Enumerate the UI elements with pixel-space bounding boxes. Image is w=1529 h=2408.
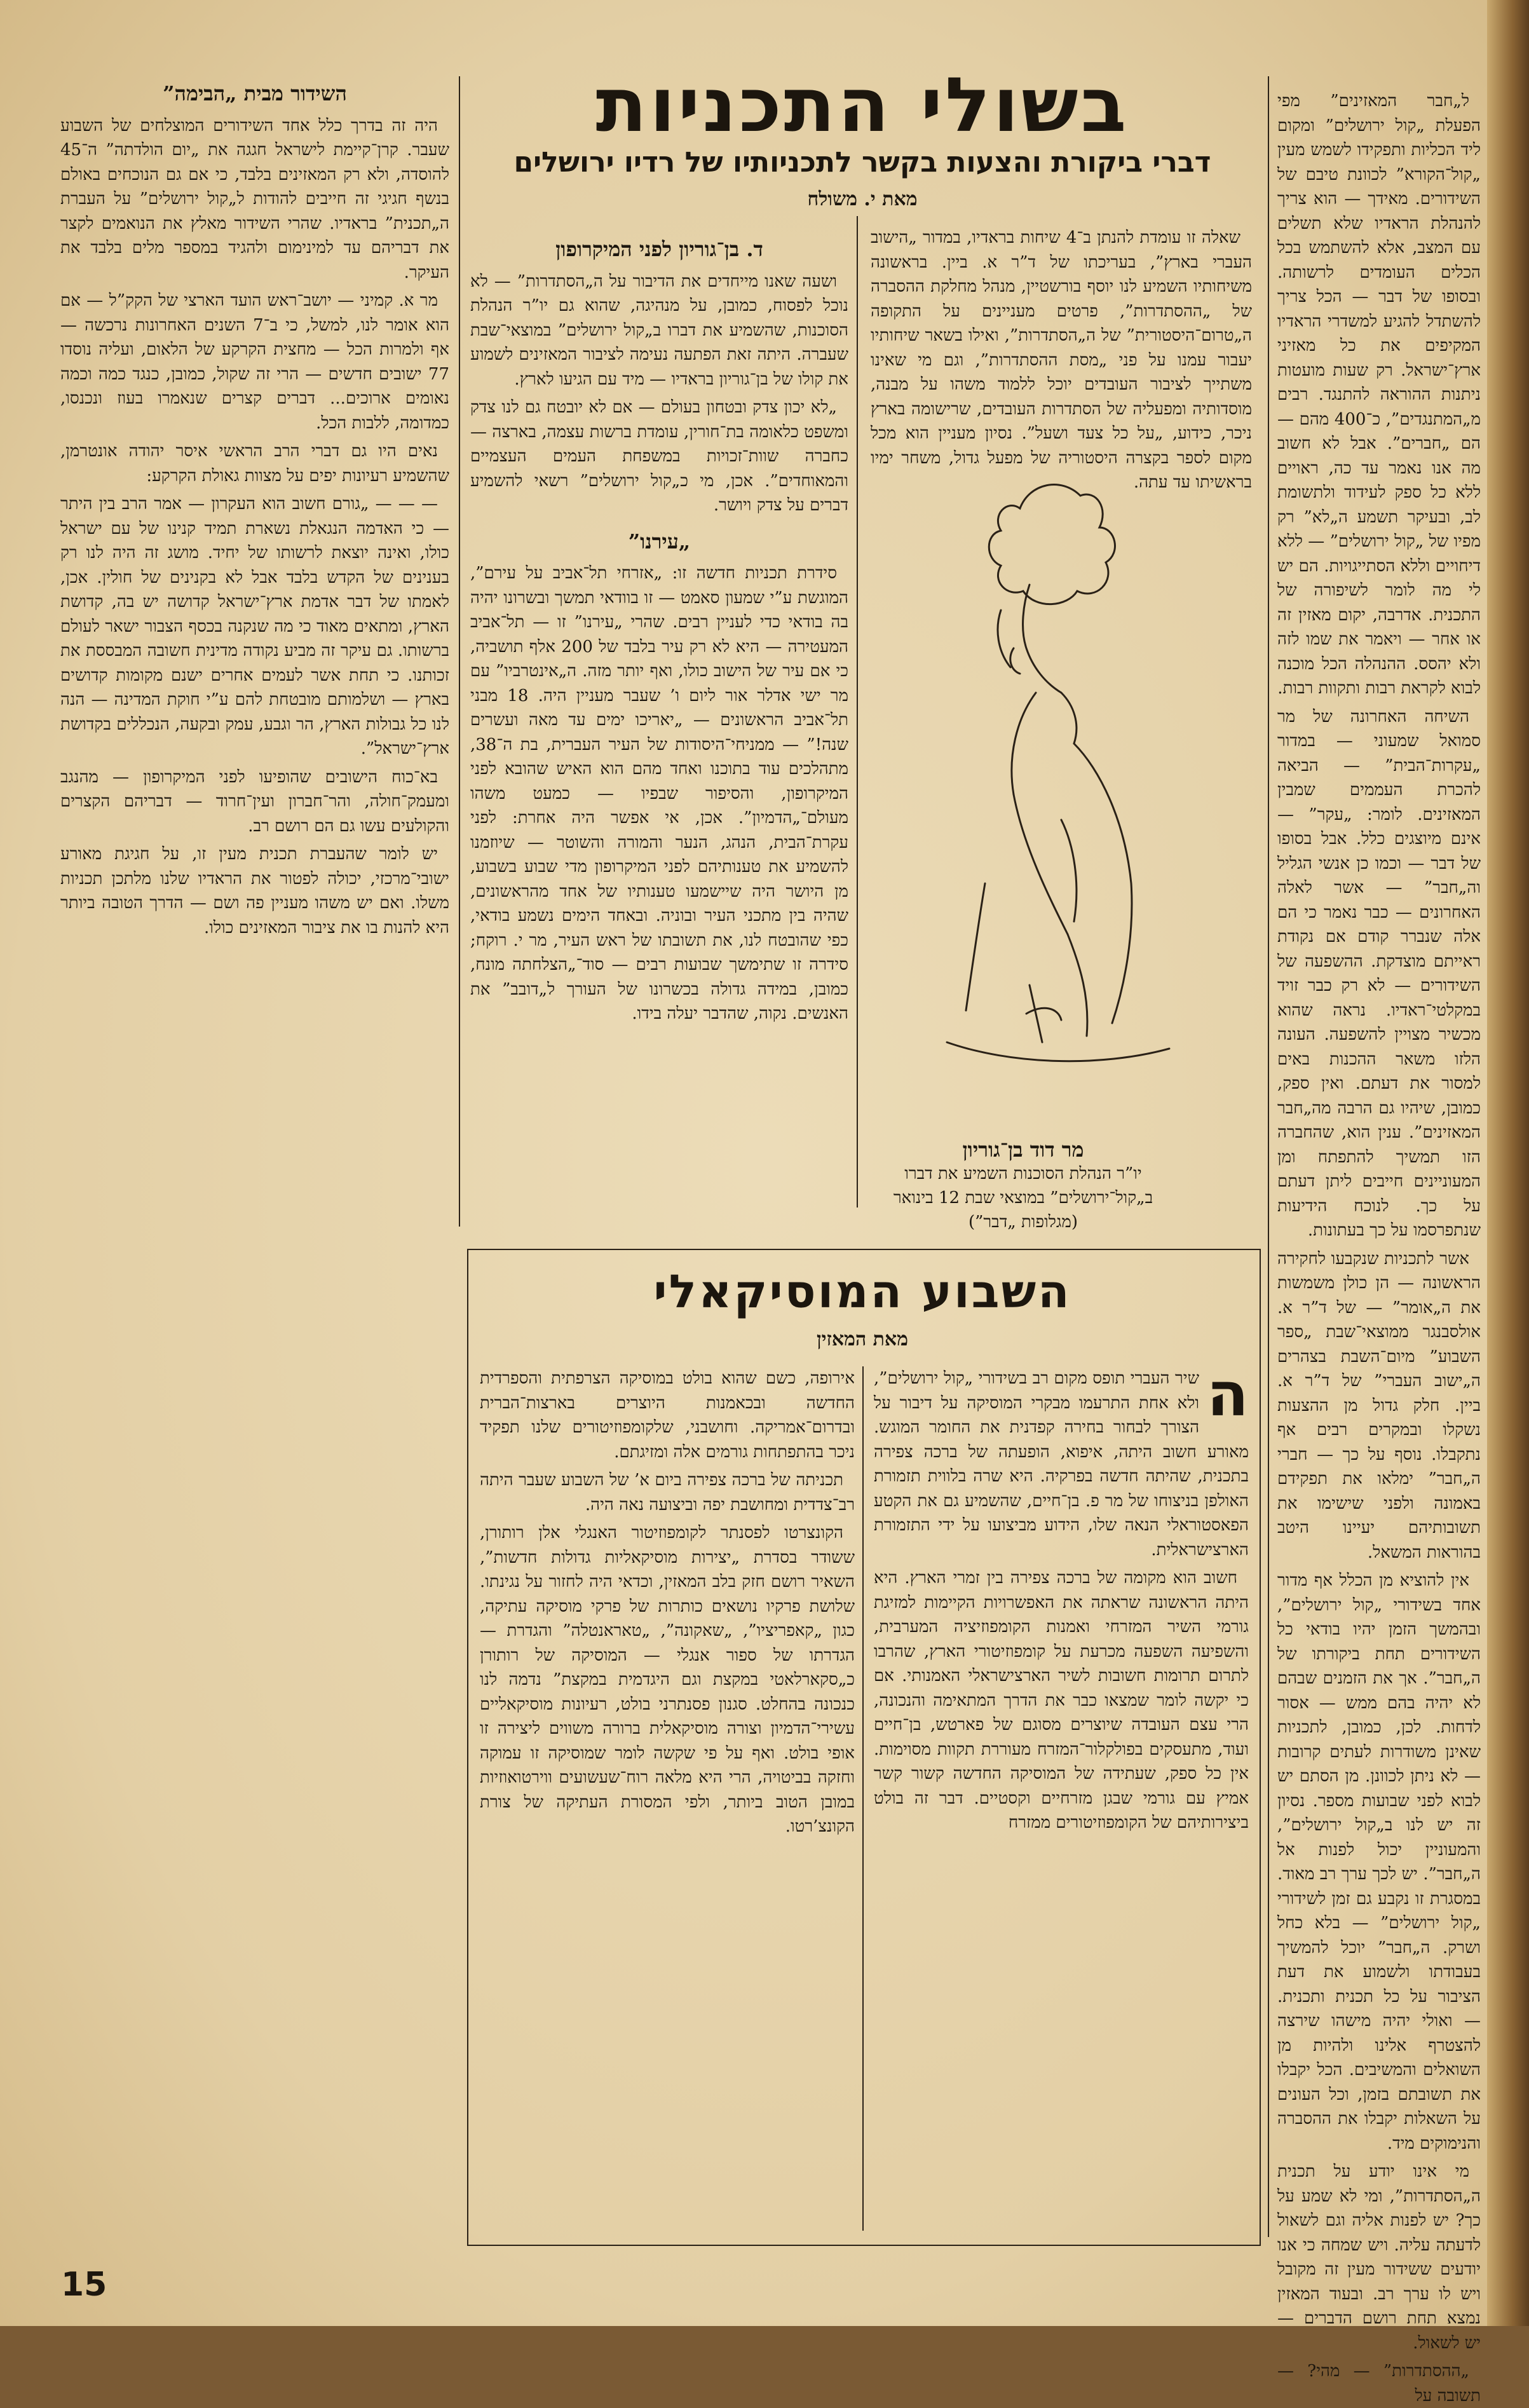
music-paragraph: תכניתה של ברכה צפירה ביום א’ של השבוע שעבר היתה רב־צדדית ומחושבת יפה וביצועה נאה היה.: [480, 1471, 855, 1514]
article-paragraph: נאים היו גם דברי הרב הראשי איסר יהודה אונטרמן, שהשמיע רעיונות יפים על מצוות גאולת הקרקע:: [60, 442, 449, 486]
caption-name: מר דוד בן־גוריון: [962, 1138, 1084, 1162]
article-subtitle: דברי ביקורת והצעות בקשר לתכניותיו של רדיו ירושלים: [513, 146, 1211, 179]
article-paragraph: בא־כוח הישובים שהופיעו לפני המיקרופון — מהנגב ומעמק־חולה, והר־חברון ועין־חרוד — דבריהם הקצרים והקולעים עשו גם הם רושם רב.: [60, 767, 449, 836]
section-heading: ד. בן־גוריון לפני המיקרופון: [555, 237, 763, 261]
article-title: בשולי התכניות: [595, 61, 1129, 149]
column-divider: [862, 1366, 864, 2231]
article-paragraph: יש לומר שהעברת תכנית מעין זו, על חגיגת מאורע ישובי־מרכזי, יכולה לפטור את הראדיו שלנו מלתכן תכניות משלו. ואם יש משהו מעניין פה ושם — הדרך הטובה ביותר היא להנות בו את ציבור המאזינים כולו.: [60, 845, 449, 937]
article-column: [470, 226, 848, 1204]
article-paragraph: „לא יכון צדק ובטחון בעולם — אם לא יובטח גם לנו צדק ומשפט כלאומה בת־חורין, עומדת ברשות עצמה, בארצה — כחברה שוות־זכויות במשפחת העמים העצמיים והמאוחדים”. אכן, מי כ„קול ירושלים” רשאי להשמיע דברים על צדק ויושר.: [470, 398, 848, 515]
portrait-caption: [874, 1138, 1172, 1234]
music-column-right: [874, 1359, 1249, 2231]
article-paragraph: סידרת תכניות חדשה זו: „אזרחי תל־אביב על עירם”, המוגשת ע”י שמעון סאמט — זו בוודאי תמשך ובשרונו יהיה בה בודאי כדי לעניין רבים. שהרי „עירנו” זו — תל־אביב המעטירה — היא לא רק עיר בלבד של 200 אלף תושביה, כי אם עיר של הישוב כולו, ואף יותר מזה. ה„אינטרביו” עם מר ישי אדלר אור ליום ו’ שעבר מעניין היה. 18 מבני תל־אביב הראשונים — „יאריכו ימים עד מאה ועשרים שנה!” — ממניחי־היסודות של העיר העברית, בת ה־38, מתהלכים עוד בתוכנו ואחד מהם הוא האיש שהובא לפני המיקרופון, והסיפור שבפיו — כמעט משהו מעולם־„הדמיון”. אכן, אי אפשר היה אחרת: לפני עקרת־הבית, הנהג, הנער והמורה והשוטר — שיוזמנו להשמיע את טענותיהם לפני המיקרופון מדי שבוע בשבוע, מן היושר היה שיישמעו טענותיו של אחד מהראשונים, שהיה בין מתכני העיר ובוניה. ובאחד הימים נשמע בודאי, כפי שהובטח לנו, את תשובתו של ראש העיר, מר י. רוקח; סידרה זו שתימשך שבועות רבים — סוד־„הצלחתה מונח, כמובן, במידה גדולה בכשרונו של העורך ל„דובב” את האנשים. נקוה, שהדבר יעלה בידו.: [470, 564, 848, 1023]
right-paragraph: אין להוציא מן הכלל אף מדור אחד בשידורי „קול ירושלים”, ובהמשך הזמן יהיו בודאי כל השידורים תחת ביקורתו של ה„חבר”. אך את הזמנים שבהם לא יהיה בהם ממש — אסור לדחות. לכן, כמובן, לתכניות שאינן משודרות לעתים קרובות — לא ניתן לכוונן. מן הסתם יש לבוא לפני שבועות מספר. נסיון זה יש לנו ב„קול ירושלים”, והמעוניין יכול לפנות אל ה„חבר”. יש לכך ערך רב מאוד. במסגרת זו נקבע גם זמן לשידורי „קול ירושלים” — בלא כחל ושרק. ה„חבר” יוכל להמשיך בעבודתו ולשמוע את דעת הציבור על כל תכנית ותכנית. — ואולי יהיה מישהו שירצה להצטרף אלינו ולהיות מן השואלים והמשיבים. הכל יקבלו את תשובתם בזמן, וכל העונים על השאלות יקבלו את ההסברה והנימוקים מיד.: [1277, 1571, 1481, 2153]
article-paragraph: היה זה בדרך כלל אחד השידורים המוצלחים של השבוע שעבר. קרן־קיימת לישראל חגגה את „יום הולדתה” ה־45 להוסדה, ולא רק המאזינים בלבד, כי אם גם הנוכחים באולם בנשף חגיגי זה חייבים להודות ל„קול ירושלים” על העברת ה„תכנית” בראדיו. שהרי השידור מאלץ את הנואמים לקצר את דבריהם עד למינימום ולהגיד במספר מלים בלבד את העיקר.: [60, 116, 449, 282]
section-heading: „עירנו”: [628, 529, 691, 554]
section-heading: השידור מבית „הבימה”: [163, 81, 347, 105]
article-paragraph: ושעה שאנו מייחדים את הדיבור על ה„הסתדרות” — לא נוכל לפסוח, כמובן, על מנהיגה, שהוא גם יו”ר הנהלת הסוכנות, שהשמיע את דברו ב„קול ירושלים” במוצאי־שבת שעברה. היתה זאת הפתעה נעימה לציבור המאזינים לשמוע את קולו של בן־גוריון בראדיו — מיד עם הגיעו לארץ.: [470, 271, 848, 389]
article-paragraph: שאלה זו עומדת להנתן ב־4 שיחות בראדיו, במדור „הישוב העברי בארץ”, בעריכתו של ד”ר א. ביין. בראשונה משיחותיו השמיע לנו יוסף בורשטיין, מנהל מחלקת ההסברה של „ההסתדרות”, פרטים מעניינים על התקופה ה„טרום־היסטורית” של ה„הסתדרות”, ואילו בשאר שיחותיו יעבור עמנו על פני „מסת ההסתדרות”, וגם מי שאינו משתייך לציבור העובדים יוכל ללמוד משהו על מבנה, מוסדותיה ומפעליה של הסתדרות העובדים, שרישומה בארץ ניכר, כידוע, „על כל צעד ושעל”. נסיון מעניין הוא מכל מקום לספר בקצרה היסטוריה של מפעל גדול, משחר ימיו בראשיתו עד עתה.: [871, 228, 1252, 492]
right-paragraph: השיחה האחרונה של מר סמואל שמעוני — במדור „עקרות־הבית” — הביאה להכרת העממים שמבין המאזינים. לומר: „עקר” — אינם מיוצגים כלל. אבל בסופו של דבר — וכמו כן אנשי הגליל וה„חבר” — אשר לאלה האחרונים — כבר נאמר כי הם אלה שנברר קודם אם נקודת ראייתם מוצדקת. ההשפעה של השידורים — לא רק כבר זויד במקלטי־ראדיו. נראה שהוא מכשיר מצויין להשפעה. העונה הלזו משאר ההכנות באים למסור את דעתם. ואין ספק, כמובן, שיהיו גם הרבה מה„חבר המאזינים”. ענין הוא, שהחברה הזו תמשיך להתפתח ומן המעוניינים חייבים ליתן דעתם על כך. לנוכח הידיעות שנתפרסמו על כך בעתונות.: [1277, 707, 1481, 1240]
column-divider: [459, 76, 460, 1227]
article-byline: מאת י. משולח: [807, 188, 918, 210]
right-paragraph: מי אינו יודע על תכנית ה„הסתדרות”, ומי לא שמע על כך? יש לפנות אליה וגם לשאול לדעתה עליה. ויש שמחה כי אנו יודעים ששידור מעין זה מקובל ויש לו ערך רב. ובעוד המאזין נמצא תחת רושם הדברים — יש לשאול.: [1277, 2162, 1481, 2353]
article-column: [871, 226, 1252, 492]
right-paragraph: ל„חבר המאזינים” מפי הפעלת „קול ירושלים” ומקום ליד הכליות ותפקידו לשמש מעין „קול־הקורא” לכוונת טיבם של השידורים. מאידך — הוא צריך להנהלת הראדיו שלא תשלים עם המצב, אלא להשתמש בכל הכלים העומדים לרשותה. ובסופו של דבר — הכל צריך להשתדל להגיע למשדרי הראדיו המקיפים את כל מאזיני ארץ־ישראל. רק שעות מועטות ניתנות ההוראה להתנגד. רבים מ„המתנגדים”, כ־400 מהם — הם „חברים”. אבל לא חשוב מה אנו נאמר עד כה, ראויים ללא כל ספק לעידוד ולתשומת לב, ובעיקר תשמע ה„לא” רק מפיו של „קול ירושלים” — ללא דיחויים וללא הסתייגויות. הם יש לי מה לומר לשיפורה של התכנית. אדרבה, יקום מאזין זה או אחר — ויאמר את שמו לזה ולא יהסס. ההנהלה הכל מוכנה לבוא לקראת רבות ותקוות רבות.: [1277, 92, 1481, 698]
music-article-title: השבוע המוסיקאלי: [653, 1265, 1071, 1318]
column-divider: [1268, 76, 1269, 2237]
book-binding: [1487, 0, 1529, 2326]
article-column: [60, 70, 449, 2231]
ben-gurion-portrait: [871, 439, 1252, 1131]
caption-credit: (מגלופות „דבר”): [968, 1213, 1078, 1232]
music-column-left: [480, 1366, 855, 2231]
music-paragraph-text: שיר העברי תופס מקום רב בשידורי „קול ירושלים”, ולא אחת התרעמו מבקרי המוסיקה על דיבור על הצורך לבחור בחירה קפדנית את החומר המוגש. מאורע חשוב היתה, איפוא, הופעתה של ברכה צפירה בתכנית, שהיתה חדשה בפרקיה. היא שרה בלווית תזמורת האולפן בניצוחו של מר פ. בן־חיים, שהשמיע גם את הקטע הפאסטוראלי הנאה שלו, הידוע מביצועו על ידי התזמורת הארצישראלית.: [874, 1369, 1249, 1560]
article-paragraph: מר א. קמיני — יושב־ראש הועד הארצי של הקק”ל — אם הוא אומר לנו, למשל, כי ב־7 השנים האחרונות נרכשה — אף ולמרות הכל — מחצית הקרקע של הלאום, ועליה נוסדו 77 ישובים חדשים — הרי זה שקול, כמובן, כנגד כמה וכמה נאומים ארוכים... דברים קצרים שנאמרו בעוז ונכנסו, כמדומה, ללבות הכל.: [60, 291, 449, 433]
right-paragraph: אשר לתכניות שנקבעו לחקירה הראשונה — הן כולן משמשות את ה„אומר” — של ד”ר א. אולסבנגר ממוצאי־שבת „ספר השבוע” מיום־השבת בצהרים ה„ישוב העברי” של ד”ר א. ביין. חלק גדול מן ההצעות נשקלו ובמקרים רבים אף נתקבלו. נוסף על כך — חברי ה„חבר” ימלאו את תפקידם באמונה ולפני שישימו את תשובותיהם יעיינו היטב בהוראות המשאל.: [1277, 1249, 1481, 1562]
drop-cap: ה: [1207, 1359, 1249, 1430]
music-article-byline: מאת המאזין: [817, 1328, 908, 1350]
right-column: [1277, 89, 1481, 2405]
music-paragraph: חשוב הוא מקומה של ברכה צפירה בין זמרי הארץ. היא היתה הראשונה שראתה את האפשרויות הקיימות למזיגת גורמי השיר המזרחי ואמנות הקומפוזיציה המערבית, והשפיעה השפעה מכרעת על קומפוזיטורי הארץ, שהרבו לתרום תרומות חשובות לשיר הארצישראלי האמנותי. אם כי יקשה לומר שמצאו כבר את הדרך המתאימה והנכונה, הרי עצם העובדה שיוצרים מסוגם של פארטש, בן־חיים ועוד, מתעסקים בפולקלור־המזרח מעוררת תקוות מסוימות. אין כל ספק, שעתידה של המוסיקה החדשה קשור קשר אמיץ עם גורמי שבגן מזרחיים וקסטיים. דבר זה בולט ביצירותיהם של הקומפוזיטורים ממזרח: [874, 1568, 1249, 1832]
page-number: 15: [61, 2266, 107, 2304]
article-paragraph: — — — „גורם חשוב הוא העקרון — אמר הרב בין היתר — כי האדמה הנגאלת נשארת תמיד קנינו של עם ישראל כולו, ואינה יוצאת לרשותו של יחיד. מושג זה היה לנו רק בענינים של הקדש בלבד אבל לא בקנינים של חולין. אכן, לאמתו של דבר אדמת ארץ־ישראל קדושה יש בה, קדושת הארץ, ומתאים מאוד כי מה שנקנה בכסף הצבור ישאר לעולם ברשותו. גם עיקר זה מביע נקודה מדינית חשובה המבססת את זכותנו. כי תחת אשר לעמים אחרים ישנם מקומות קדושים בארץ — ושלמותם מובטחת להם ע”י חוקת המדינה — הנה לנו כל גבולות הארץ, הר וגבע, עמק ובקעה, הנכללים בקדושת ארץ־ישראל”.: [60, 494, 449, 758]
column-divider: [857, 216, 858, 1207]
music-paragraph: אירופה, כשם שהוא בולט במוסיקה הצרפתית והספרדית החדשה ובכאמנות היוצרים בארצות־הברית ובדרום־אמריקה. וחושבני, שלקומפוזיטורים שלנו תפקיד ניכר בהתפתחות גורמים אלה ומזיגתם.: [480, 1369, 855, 1462]
music-paragraph: [874, 1359, 1249, 1562]
right-paragraph: „ההסתדרות” — מהי? — תשובה על: [1277, 2362, 1481, 2405]
music-paragraph: הקונצרטו לפסנתר לקומפוזיטור האנגלי אלן רותורן, ששודר בסדרת „יצירות מוסיקאליות גדולות חדשות”, השאיר רושם חזק בלב המאזין, וכדאי היה לחזור על נגינתו. שלושת פרקיו נושאים כותרות של פרקי מוסיקה עתיקה, כגון „קאפריציו”, „שאקונה”, „טאראנטלה” והגדרת — הגדרתו של ספור אנגלי — המוסיקה של רותורן כ„סקארלאטי במקצת וגם היגדמית במקצת” נדמה לנו כנכונה בהחלט. סגנון פסנתרני בולט, רעיונות מוסיקאליים עשירי־הדמיון וצורה מוסיקאלית ברורה משווים ליצירה זו אופי בולט. ואף על פי שקשה לומר שמוסיקה זו עמוקה וחזקה בביטויה, הרי היא מלאה רוח־שעשועים ווירטואוזיות במובן הטוב ביותר, ולפי המסורת העתיקה של צורת הקונצ’רטו.: [480, 1523, 855, 1836]
caption-text: יו”ר הנהלת הסוכנות השמיע את דברו ב„קול־ירושלים” במוצאי שבת 12 בינואר: [893, 1164, 1153, 1207]
